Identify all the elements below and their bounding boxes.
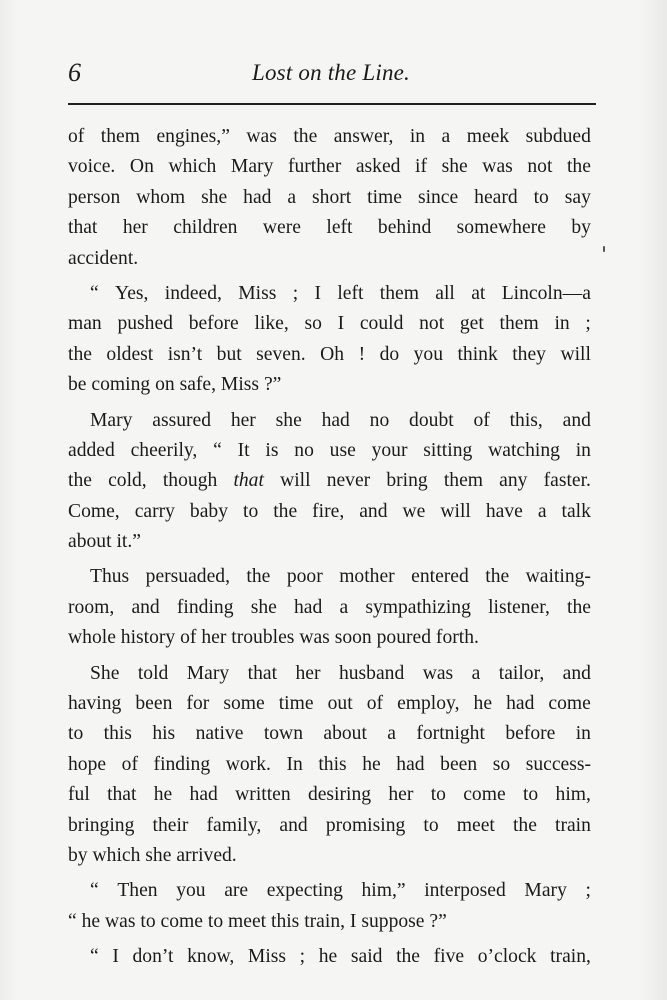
word: don’t <box>132 946 174 968</box>
word: some <box>223 693 265 715</box>
word: bringing <box>68 814 135 836</box>
word: Mary <box>230 156 274 178</box>
word: like, <box>254 313 289 335</box>
word: I <box>349 910 362 932</box>
word: written <box>235 784 291 806</box>
word: a <box>339 596 349 618</box>
word: them <box>443 470 484 492</box>
word: been <box>440 753 478 775</box>
word: assured <box>152 409 212 431</box>
text-line <box>68 370 591 400</box>
text-line <box>68 876 591 906</box>
text-line <box>68 750 591 780</box>
word: indeed, <box>164 282 222 304</box>
word: o’clock <box>477 946 537 968</box>
text-line <box>68 436 591 466</box>
word: you <box>413 343 444 365</box>
word: Mary <box>186 662 230 684</box>
word: oldest <box>106 343 154 365</box>
word: them <box>100 126 140 147</box>
word: asked <box>355 156 401 178</box>
word: which <box>92 844 146 866</box>
page-number: 6 <box>68 58 81 87</box>
word: “ <box>68 910 82 932</box>
word: accident. <box>68 247 139 269</box>
word: Mary <box>90 409 133 431</box>
word: he <box>318 946 338 968</box>
word: In <box>286 753 303 775</box>
word: for <box>186 693 210 715</box>
word: be <box>68 374 92 396</box>
word: was <box>482 156 513 178</box>
word: interposed <box>424 880 506 902</box>
word: that <box>68 217 98 239</box>
word: that <box>233 470 264 492</box>
word: of <box>473 409 490 431</box>
word: had <box>293 596 323 618</box>
word: family, <box>206 814 262 836</box>
word: to <box>243 500 259 522</box>
word: fortnight <box>416 723 485 745</box>
word: will <box>560 343 591 365</box>
word: she <box>201 186 228 208</box>
word: never <box>326 470 371 492</box>
word: are <box>224 880 249 902</box>
word: to <box>423 814 439 836</box>
word: a <box>287 186 297 208</box>
word: the <box>396 946 420 968</box>
word: Miss <box>238 282 277 304</box>
word: train <box>555 814 591 836</box>
word: waiting- <box>525 566 591 588</box>
word: her <box>388 784 414 806</box>
text-line <box>68 719 591 749</box>
word: come <box>160 910 208 932</box>
word: a <box>387 723 396 745</box>
word: native <box>195 723 244 745</box>
text-line <box>68 562 591 592</box>
word: her <box>295 662 321 684</box>
word: to <box>533 186 549 208</box>
word: we <box>402 500 426 522</box>
word: could <box>359 313 404 335</box>
word: but <box>216 343 242 365</box>
word: train, <box>304 910 350 932</box>
word: before <box>188 313 239 335</box>
text-line <box>68 497 591 527</box>
word: at <box>471 282 486 304</box>
word: I <box>112 946 119 968</box>
word: that <box>247 662 278 684</box>
word: answer, <box>333 126 394 147</box>
word: had <box>321 409 350 431</box>
word: time <box>278 693 314 715</box>
word: her <box>201 627 232 649</box>
word: he <box>473 693 493 715</box>
word: sitting <box>423 439 473 461</box>
word: had <box>243 186 272 208</box>
word: meek <box>466 126 510 147</box>
word: come <box>548 693 591 715</box>
word: ful <box>68 784 90 806</box>
word: he <box>362 753 381 775</box>
page-header <box>68 56 594 90</box>
word: finding <box>153 753 211 775</box>
text-line <box>68 213 591 243</box>
word: was <box>299 627 335 649</box>
word: finding <box>176 596 234 618</box>
word: somewhere <box>456 217 546 239</box>
text-line <box>68 841 591 871</box>
word: a <box>537 500 547 522</box>
word: about <box>323 723 367 745</box>
word: he <box>153 784 173 806</box>
word: it.” <box>116 531 141 553</box>
word: poured <box>376 627 436 649</box>
word: the <box>273 500 298 522</box>
word: town <box>263 723 303 745</box>
word: them <box>499 313 539 335</box>
word: ; <box>299 946 306 968</box>
word: baby <box>189 500 229 522</box>
word: husband <box>338 662 405 684</box>
word: in <box>409 126 426 147</box>
word: a <box>441 126 451 147</box>
word: so <box>304 313 322 335</box>
text-line <box>68 942 591 972</box>
word: isn’t <box>167 343 203 365</box>
word: them <box>379 282 419 304</box>
word: of <box>121 753 138 775</box>
word: do <box>379 343 400 365</box>
word: said <box>350 946 383 968</box>
word: pushed <box>117 313 173 335</box>
word: this <box>103 723 132 745</box>
word: this <box>318 753 347 775</box>
word: carry <box>134 500 175 522</box>
text-line <box>68 907 591 937</box>
word: listener, <box>488 596 550 618</box>
word: left <box>337 282 364 304</box>
text-line <box>68 279 591 309</box>
word: no <box>294 439 314 461</box>
word: had <box>189 784 218 806</box>
word: soon <box>334 627 377 649</box>
word: “ <box>90 880 99 902</box>
word: had <box>506 693 535 715</box>
word: success- <box>525 753 591 775</box>
word: Thus <box>90 566 130 588</box>
running-title: Lost on the Line. <box>251 60 411 85</box>
word: a <box>471 662 481 684</box>
word: I <box>337 313 345 335</box>
word: about <box>68 531 117 553</box>
word: in <box>575 439 591 461</box>
word: no <box>369 409 390 431</box>
word: seven. <box>256 343 306 365</box>
word: her <box>122 217 148 239</box>
word: and <box>562 662 591 684</box>
word: watching <box>488 439 560 461</box>
word: time <box>367 186 402 208</box>
word: doubt <box>409 409 454 431</box>
word: him,” <box>361 880 406 902</box>
word: been <box>135 693 173 715</box>
word: had <box>396 753 425 775</box>
word: safe, <box>179 374 221 396</box>
body-text <box>68 122 591 973</box>
word: cheerily, <box>130 439 198 461</box>
word: the <box>485 566 510 588</box>
word: man <box>68 313 102 335</box>
word: of <box>68 126 85 147</box>
word: coming <box>91 374 156 396</box>
word: the <box>246 566 271 588</box>
word: left <box>326 217 353 239</box>
word: this <box>271 910 305 932</box>
word: “ <box>90 282 99 304</box>
word: to <box>140 910 161 932</box>
word: promising <box>325 814 406 836</box>
word: know, <box>187 946 235 968</box>
word: the <box>68 470 92 492</box>
word: the <box>68 343 92 365</box>
word: hope <box>68 753 107 775</box>
word: the <box>567 596 591 618</box>
word: was <box>246 126 277 147</box>
word: of <box>366 693 384 715</box>
word: meet <box>228 910 271 932</box>
word: ; <box>585 313 591 335</box>
word: five <box>433 946 465 968</box>
word: suppose <box>361 910 430 932</box>
word: Miss <box>220 374 264 396</box>
word: the <box>293 126 318 147</box>
word: Lincoln—a <box>501 282 591 304</box>
word: entered <box>411 566 469 588</box>
word: any <box>499 470 528 492</box>
word: so <box>492 753 511 775</box>
word: Come, <box>68 500 120 522</box>
word: him, <box>555 784 591 806</box>
word: not <box>527 156 553 178</box>
word: work. <box>225 753 271 775</box>
word: having <box>68 693 122 715</box>
word: ?” <box>263 374 282 396</box>
word: ! <box>358 343 366 365</box>
word: tailor, <box>498 662 545 684</box>
word: room, <box>68 596 115 618</box>
word: to <box>430 784 446 806</box>
word: all <box>435 282 455 304</box>
word: desiring <box>307 784 372 806</box>
word: out <box>327 693 353 715</box>
word: forth. <box>435 627 479 649</box>
word: poor <box>286 566 323 588</box>
word: that <box>107 784 137 806</box>
word: train, <box>550 946 591 968</box>
word: she <box>145 844 177 866</box>
word: added <box>68 439 115 461</box>
word: was <box>422 662 454 684</box>
word: which <box>168 156 217 178</box>
word: “ <box>90 946 99 968</box>
word: they <box>512 343 546 365</box>
text-line <box>68 811 591 841</box>
word: will <box>280 470 311 492</box>
word: the <box>566 156 591 178</box>
word: is <box>265 439 279 461</box>
word: get <box>459 313 484 335</box>
word: history <box>120 627 181 649</box>
word: she <box>275 409 302 431</box>
word: talk <box>561 500 591 522</box>
text-line <box>68 406 591 436</box>
word: his <box>152 723 176 745</box>
text-line <box>68 309 591 339</box>
word: mother <box>339 566 395 588</box>
word: and <box>279 814 308 836</box>
word: “ <box>213 439 222 461</box>
text-line <box>68 689 591 719</box>
word: subdued <box>525 126 591 147</box>
word: come <box>463 784 506 806</box>
word: since <box>417 186 459 208</box>
word: told <box>137 662 169 684</box>
word: person <box>68 186 121 208</box>
word: children <box>173 217 238 239</box>
text-line <box>68 183 591 213</box>
text-line <box>68 466 591 496</box>
word: heard <box>474 186 518 208</box>
word: sympathizing <box>365 596 471 618</box>
word: you <box>176 880 206 902</box>
ink-speck <box>603 246 605 252</box>
text-line <box>68 340 591 370</box>
word: the <box>512 814 537 836</box>
word: On <box>129 156 154 178</box>
word: and <box>131 596 160 618</box>
word: in <box>575 723 591 745</box>
word: whom <box>136 186 186 208</box>
text-line <box>68 152 591 182</box>
text-line <box>68 659 591 689</box>
word: of <box>180 627 202 649</box>
word: to <box>522 784 539 806</box>
word: troubles <box>231 627 300 649</box>
word: use <box>329 439 356 461</box>
word: to <box>207 910 229 932</box>
word: She <box>90 662 120 684</box>
word: she <box>441 156 468 178</box>
text-line <box>68 593 591 623</box>
word: will <box>440 500 471 522</box>
word: ; <box>585 880 591 902</box>
word: faster. <box>543 470 591 492</box>
word: arrived. <box>176 844 237 866</box>
word: I <box>314 282 322 304</box>
word: not <box>419 313 445 335</box>
word: and <box>359 500 388 522</box>
word: by <box>571 217 591 239</box>
word: have <box>485 500 523 522</box>
text-line <box>68 527 591 557</box>
word: further <box>287 156 342 178</box>
text-line <box>68 623 591 653</box>
word: and <box>562 409 591 431</box>
word: though <box>162 470 218 492</box>
word: behind <box>377 217 432 239</box>
word: to <box>68 723 84 745</box>
word: engines,” <box>156 126 230 147</box>
word: persuaded, <box>145 566 230 588</box>
word: she <box>250 596 277 618</box>
word: Yes, <box>115 282 149 304</box>
word: by <box>68 844 93 866</box>
word: Mary <box>524 880 567 902</box>
word: say <box>564 186 591 208</box>
word: voice. <box>68 156 116 178</box>
word: Oh <box>320 343 345 365</box>
text-line <box>68 780 591 810</box>
word: ?” <box>429 910 447 932</box>
word: were <box>262 217 301 239</box>
word: your <box>371 439 408 461</box>
text-line <box>68 244 591 274</box>
word: bring <box>386 470 428 492</box>
word: this, <box>509 409 543 431</box>
word: Miss <box>247 946 287 968</box>
word: It <box>237 439 250 461</box>
text-line <box>68 122 591 152</box>
word: Then <box>117 880 158 902</box>
word: short <box>312 186 352 208</box>
word: her <box>230 409 256 431</box>
word: think <box>457 343 498 365</box>
word: their <box>152 814 189 836</box>
word: was <box>105 910 141 932</box>
word: whole <box>68 627 121 649</box>
word: meet <box>456 814 495 836</box>
word: employ, <box>397 693 460 715</box>
word: he <box>81 910 106 932</box>
word: in <box>554 313 570 335</box>
word: before <box>505 723 556 745</box>
word: cold, <box>108 470 147 492</box>
header-rule <box>68 103 596 105</box>
word: expecting <box>266 880 343 902</box>
word: ; <box>292 282 299 304</box>
word: if <box>415 156 428 178</box>
word: on <box>155 374 180 396</box>
word: fire, <box>312 500 345 522</box>
